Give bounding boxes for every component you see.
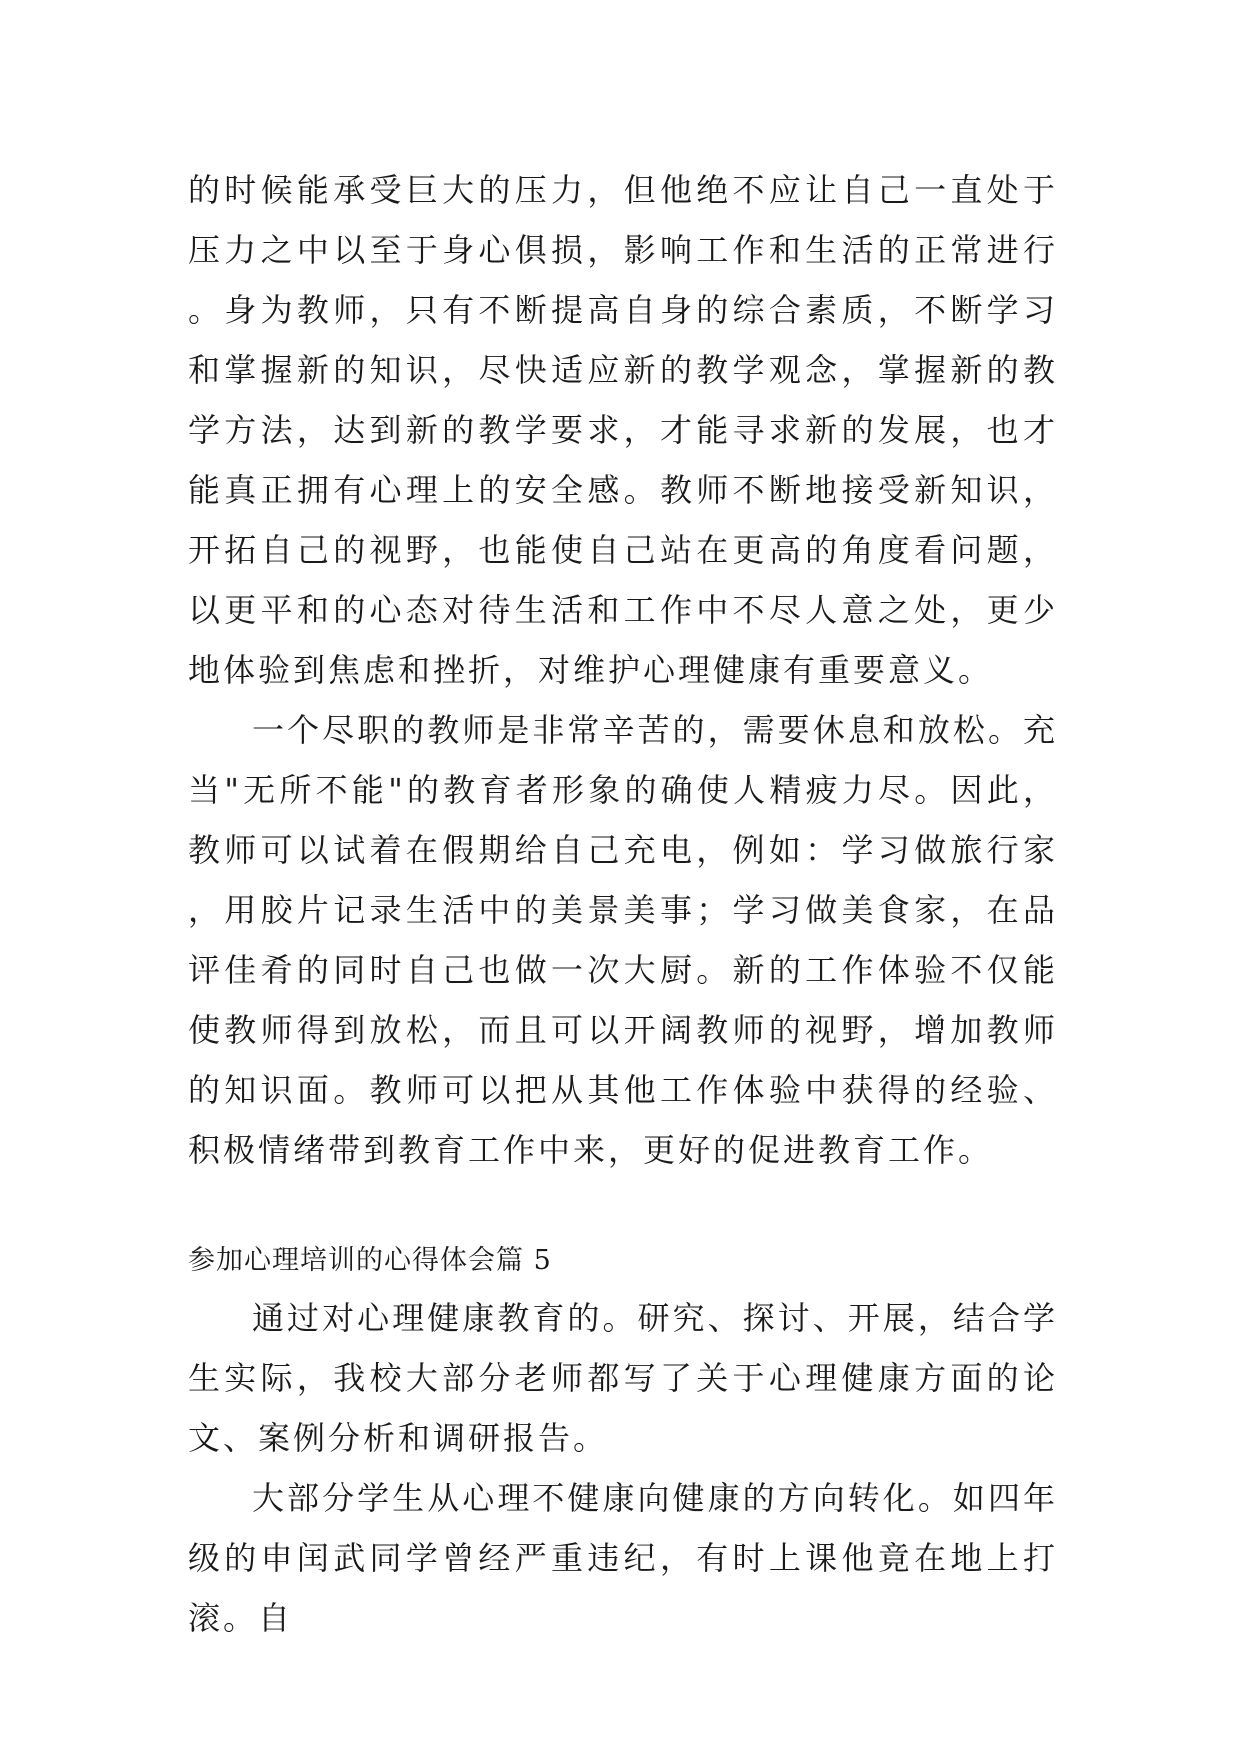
paragraph-research-results: 通过对心理健康教育的。研究、探讨、开展，结合学生实际，我校大部分老师都写了关于心理健康方面的论文、案例分析和调研报告。 — [188, 1299, 1058, 1457]
paragraph-rest-and-recharge: 一个尽职的教师是非常辛苦的，需要休息和放松。充当"无所不能"的教育者形象的确使人精疲力尽。因此，教师可以试着在假期给自己充电，例如：学习做旅行家，用胶片记录生活中的美景美事；学习做美食家，在品评佳肴的同时自己也做一次大厨。新的工作体验不仅能使教师得到放松，而且可以开阔教师的视野，增加教师的知识面。教师可以把从其他工作体验中获得的经验、积极情绪带到教育工作中来，更好的促进教育工作。 — [188, 711, 1058, 1169]
paragraph-student-example: 大部分学生从心理不健康向健康的方向转化。如四年级的申闰武同学曾经严重违纪，有时上课他竟在地上打滚。自 — [188, 1479, 1058, 1637]
document-body — [188, 160, 1058, 1648]
section-title: 参加心理培训的心得体会篇 5 — [188, 1245, 552, 1276]
paragraph-continuation: 的时候能承受巨大的压力，但他绝不应让自己一直处于压力之中以至于身心俱损，影响工作和生活的正常进行。身为教师，只有不断提高自身的综合素质，不断学习和掌握新的知识，尽快适应新的教学观念，掌握新的教学方法，达到新的教学要求，才能寻求新的发展，也才能真正拥有心理上的安全感。教师不断地接受新知识，开拓自己的视野，也能使自己站在更高的角度看问题，以更平和的心态对待生活和工作中不尽人意之处，更少地体验到焦虑和挫折，对维护心理健康有重要意义。 — [188, 171, 1058, 689]
